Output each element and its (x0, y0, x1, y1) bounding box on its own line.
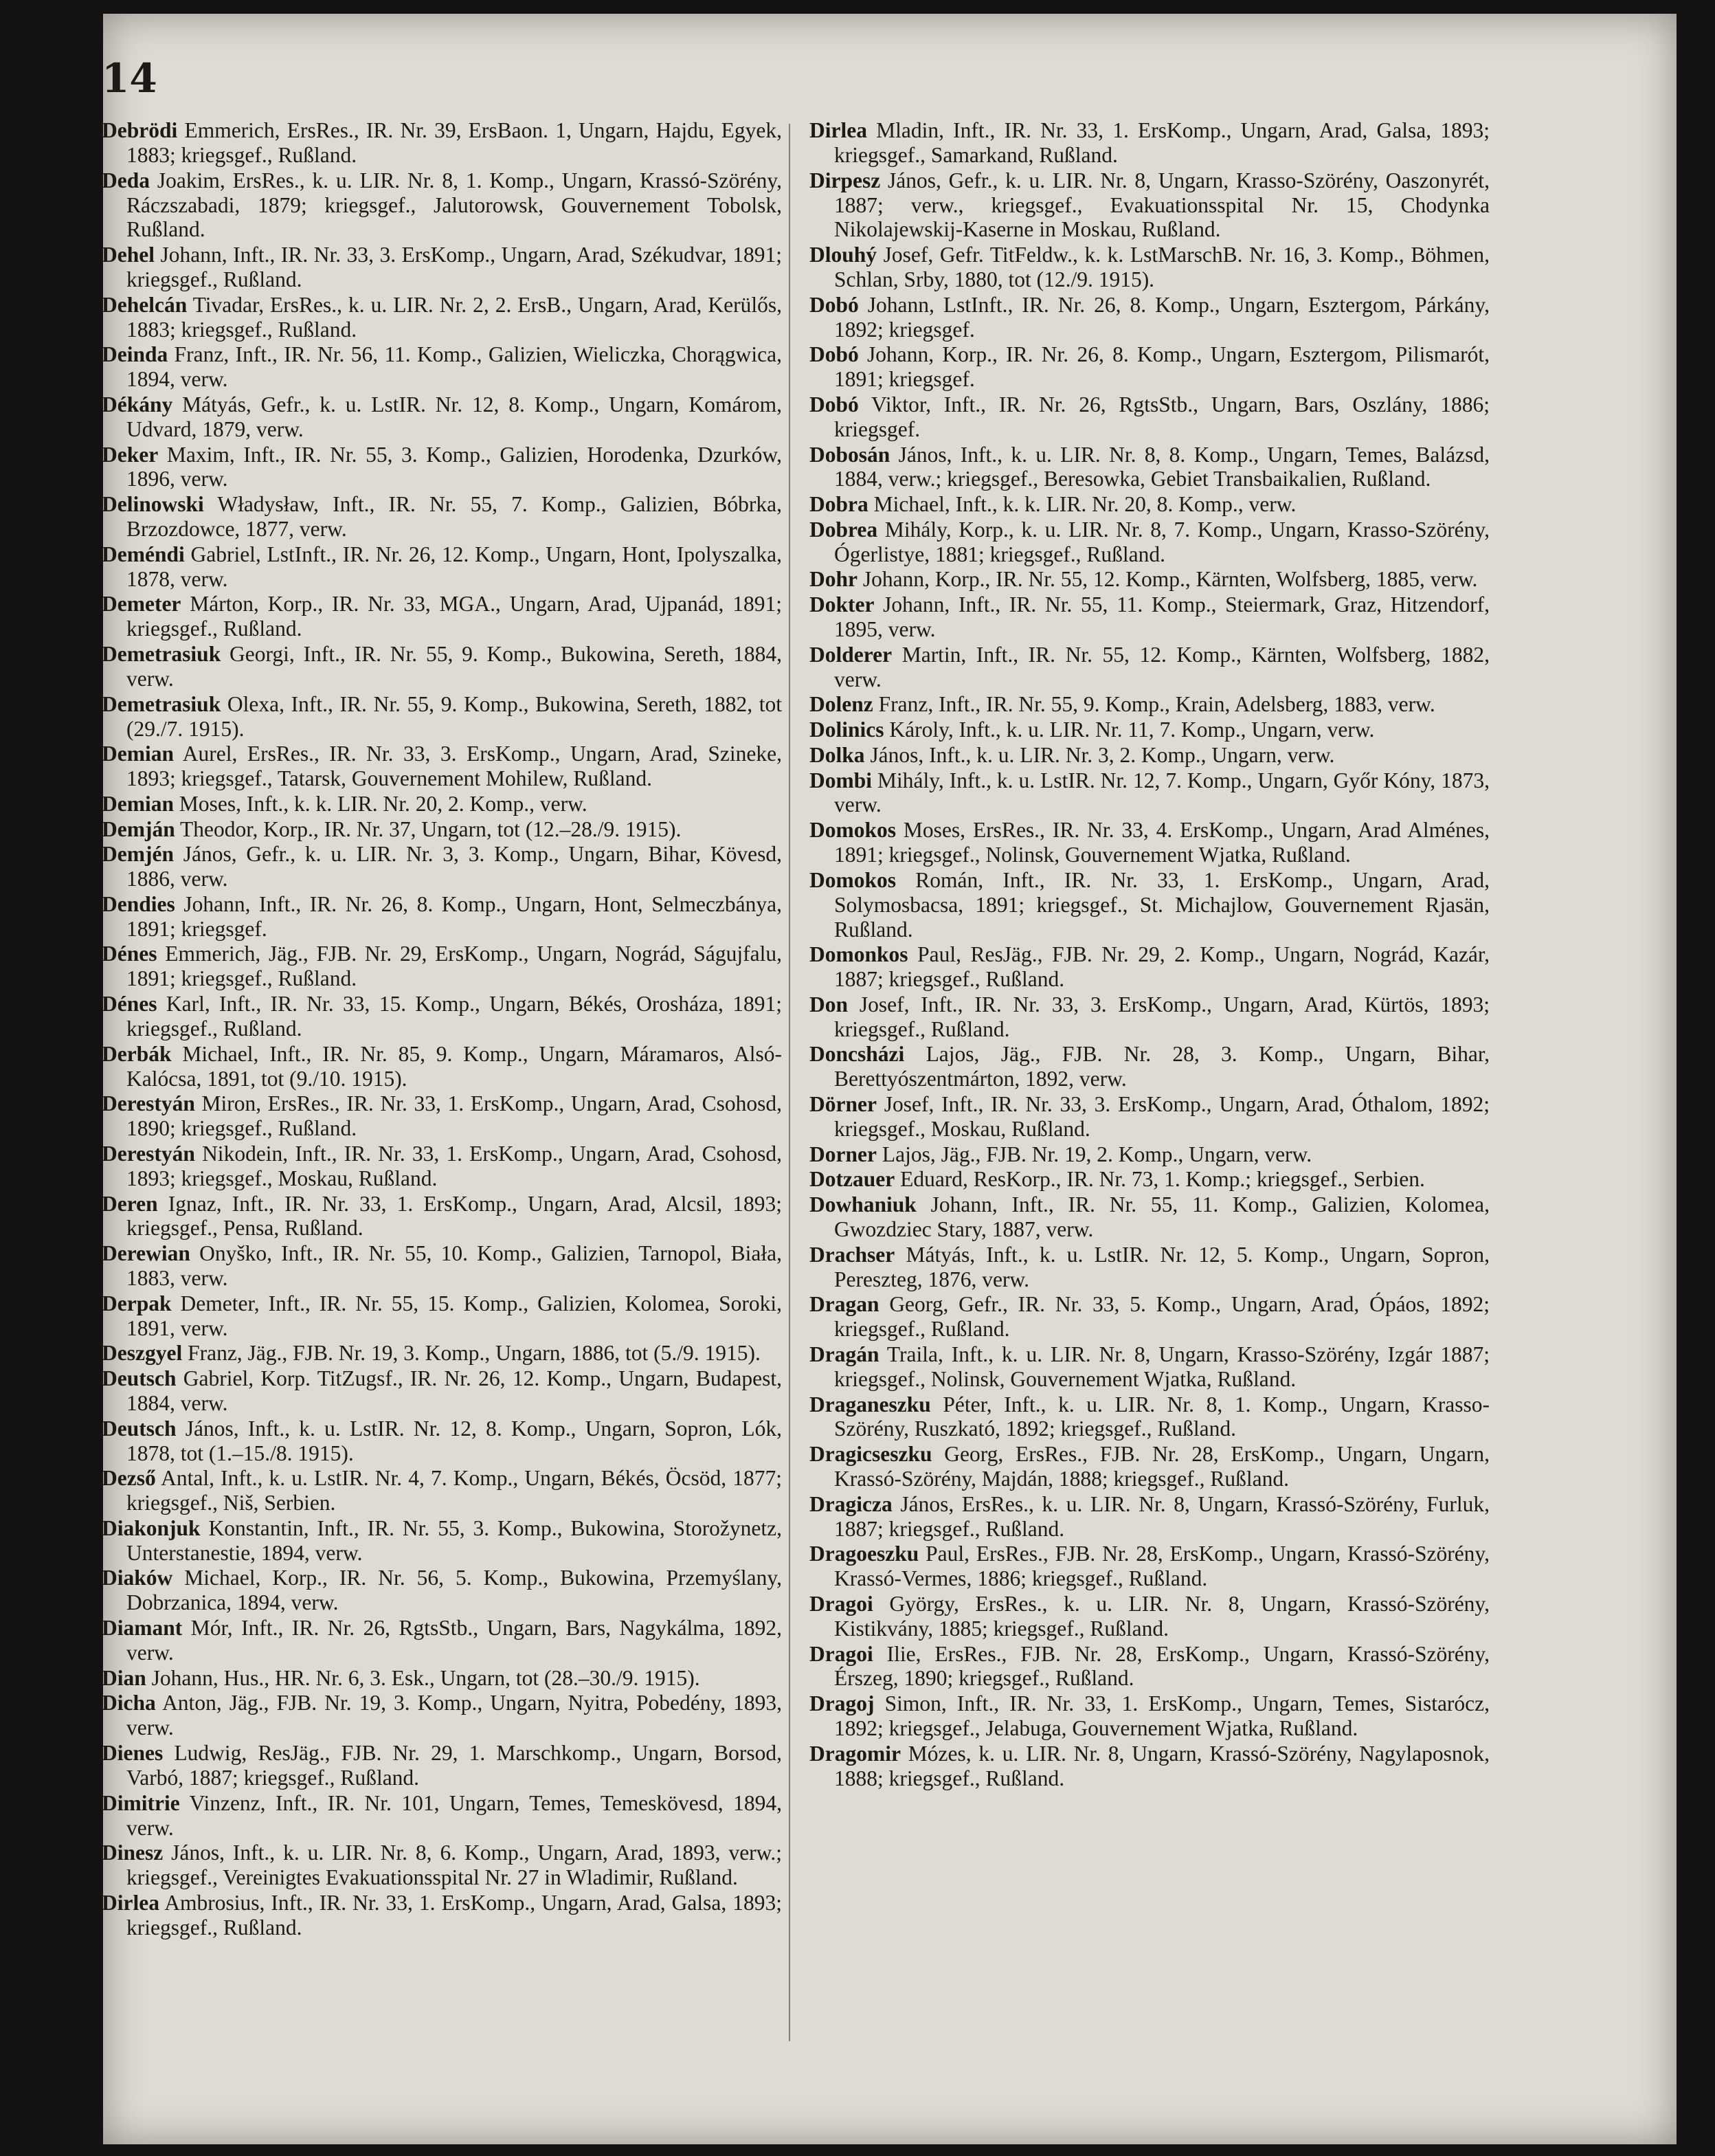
entry-details: János, Gefr., k. u. LIR. Nr. 8, Ungarn, Krasso-Szörény, Oaszonyrét, 1887; verw., kriegsgef., Evakuationsspital Nr. 15, Chodynka Nikolajewskij-Kaserne in Moskau, Rußland. (834, 168, 1490, 242)
entry-details: Emmerich, ErsRes., IR. Nr. 39, ErsBaon. 1, Ungarn, Hajdu, Egyek, 1883; kriegsgef., Rußland. (126, 118, 782, 167)
entry-surname: Dragicza (809, 1491, 893, 1516)
entry-surname: Dragoj (809, 1691, 875, 1716)
entry-details: Péter, Inft., k. u. LIR. Nr. 8, 1. Komp., Ungarn, Krasso-Szörény, Ruszkató, 1892; kriegsgef., Rußland. (834, 1392, 1490, 1441)
entry-details: Anton, Jäg., FJB. Nr. 19, 3. Komp., Ungarn, Nyitra, Pobedény, 1893, verw. (126, 1691, 783, 1740)
entry-details: János, ErsRes., k. u. LIR. Nr. 8, Ungarn, Krassó-Szörény, Furluk, 1887; kriegsgef., Rußland. (834, 1491, 1490, 1541)
list-entry (809, 1542, 1490, 1591)
entry-details: Johann, Inft., IR. Nr. 26, 8. Komp., Ungarn, Hont, Selmeczbánya, 1891; kriegsgef. (126, 891, 782, 941)
entry-surname: Dolka (809, 742, 865, 767)
list-entry (809, 118, 1490, 168)
list-entry (809, 768, 1490, 818)
entry-surname: Derpak (102, 1291, 172, 1315)
entry-details: Ambrosius, Inft., IR. Nr. 33, 1. ErsKomp., Ungarn, Arad, Galsa, 1893; kriegsgef., Rußland. (126, 1890, 782, 1940)
entry-surname: Diamant (102, 1616, 183, 1641)
entry-surname: Dokter (809, 592, 875, 617)
list-entry (102, 1042, 782, 1091)
entry-surname: Deutsch (102, 1416, 177, 1441)
column-divider (789, 124, 790, 2041)
entry-surname: Dendies (102, 891, 175, 916)
entry-surname: Derewian (102, 1241, 190, 1266)
entry-surname: Dobó (809, 342, 859, 367)
entry-surname: Dinesz (102, 1841, 164, 1865)
list-entry (102, 992, 782, 1041)
entry-details: Nikodein, Inft., IR. Nr. 33, 1. ErsKomp., Ungarn, Arad, Csohosd, 1893; kriegsgef., Moskau, Rußland. (126, 1141, 782, 1190)
entry-surname: Dotzauer (809, 1167, 895, 1192)
entry-details: Viktor, Inft., IR. Nr. 26, RgtsStb., Ungarn, Bars, Oszlány, 1886; kriegsgef. (834, 392, 1490, 441)
entry-details: Gabriel, Korp. TitZugsf., IR. Nr. 26, 12. Komp., Ungarn, Budapest, 1884, verw. (126, 1366, 783, 1415)
entry-surname: Dragan (809, 1292, 879, 1317)
entry-details: Mór, Inft., IR. Nr. 26, RgtsStb., Ungarn, Bars, Nagykálma, 1892, verw. (126, 1616, 782, 1665)
right-column (809, 118, 1490, 1791)
entry-surname: Doncsházi (809, 1042, 905, 1067)
entry-surname: Dobosán (809, 442, 890, 467)
entry-surname: Dobó (809, 292, 859, 317)
list-entry (809, 293, 1490, 342)
entry-details: Johann, Inft., IR. Nr. 33, 3. ErsKomp., Ungarn, Arad, Székudvar, 1891; kriegsgef., Rußland. (126, 243, 782, 292)
list-entry (102, 1616, 782, 1665)
list-entry (102, 342, 782, 392)
entry-surname: Drachser (809, 1242, 895, 1267)
list-entry (102, 1341, 782, 1366)
entry-surname: Dragoi (809, 1641, 873, 1666)
list-entry (102, 492, 782, 542)
list-entry (809, 1642, 1490, 1691)
entry-details: Moses, Inft., k. k. LIR. Nr. 20, 2. Komp., verw. (179, 791, 587, 816)
list-entry (809, 868, 1490, 942)
entry-details: Simon, Inft., IR. Nr. 33, 1. ErsKomp., Ungarn, Temes, Sistarócz, 1892; kriegsgef., Jelabuga, Gouvernement Wjatka, Rußland. (834, 1691, 1490, 1741)
entry-details: Konstantin, Inft., IR. Nr. 55, 3. Komp., Bukowina, Storožynetz, Unterstanestie, 1894, verw. (126, 1515, 783, 1565)
entry-details: Ludwig, ResJäg., FJB. Nr. 29, 1. Marschkomp., Ungarn, Borsod, Varbó, 1887; kriegsgef., Rußland. (126, 1741, 783, 1790)
entry-details: János, Inft., k. u. LIR. Nr. 8, 6. Komp., Ungarn, Arad, 1893, verw.; kriegsgef., Vereinigtes Evakuationsspital Nr. 27 in Wladimir, Rußland. (126, 1841, 782, 1890)
list-entry (102, 1142, 782, 1191)
list-entry (809, 718, 1490, 742)
entry-details: János, Inft., k. u. LstIR. Nr. 12, 8. Komp., Ungarn, Sopron, Lók, 1878, tot (1.–15./8. 1915). (126, 1416, 782, 1465)
entry-details: Paul, ErsRes., FJB. Nr. 28, ErsKomp., Ungarn, Krassó-Szörény, Krassó-Vermes, 1886; kriegsgef., Rußland. (834, 1542, 1490, 1591)
entry-details: Joakim, ErsRes., k. u. LIR. Nr. 8, 1. Komp., Ungarn, Krassó-Szörény, Ráczszabadi, 1879; kriegsgef., Jalutorowsk, Gouvernement Tobolsk, Rußland. (126, 168, 782, 242)
list-entry (809, 518, 1490, 567)
entry-surname: Dolenz (809, 692, 873, 717)
list-entry (102, 443, 782, 492)
entry-surname: Deutsch (102, 1366, 177, 1391)
left-column (102, 118, 782, 1940)
entry-details: Emmerich, Jäg., FJB. Nr. 29, ErsKomp., Ungarn, Nográd, Ságujfalu, 1891; kriegsgef., Rußland. (126, 942, 783, 991)
entry-details: Theodor, Korp., IR. Nr. 37, Ungarn, tot (12.–28./9. 1915). (180, 816, 682, 841)
list-entry (809, 1442, 1490, 1491)
list-entry (102, 792, 782, 816)
entry-details: Gabriel, LstInft., IR. Nr. 26, 12. Komp., Ungarn, Hont, Ipolyszalka, 1878, verw. (126, 542, 782, 591)
entry-details: Mózes, k. u. LIR. Nr. 8, Ungarn, Krassó-Szörény, Nagylaposnok, 1888; kriegsgef., Rußland. (834, 1741, 1490, 1790)
entry-surname: Dragoeszku (809, 1542, 919, 1566)
entry-details: János, Gefr., k. u. LIR. Nr. 3, 3. Komp., Ungarn, Bihar, Kövesd, 1886, verw. (126, 842, 783, 891)
entry-details: Franz, Jäg., FJB. Nr. 19, 3. Komp., Ungarn, 1886, tot (5./9. 1915). (188, 1341, 761, 1366)
list-entry (102, 842, 782, 891)
entry-details: Johann, Inft., IR. Nr. 55, 11. Komp., Steiermark, Graz, Hitzendorf, 1895, verw. (834, 592, 1490, 642)
entry-details: Mladin, Inft., IR. Nr. 33, 1. ErsKomp., Ungarn, Arad, Galsa, 1893; kriegsgef., Samarkand, Rußland. (834, 118, 1490, 167)
entry-details: Mátyás, Inft., k. u. LstIR. Nr. 12, 5. Komp., Ungarn, Sopron, Pereszteg, 1876, verw. (834, 1242, 1490, 1291)
entry-details: Márton, Korp., IR. Nr. 33, MGA., Ungarn, Arad, Ujpanád, 1891; kriegsgef., Rußland. (126, 592, 783, 641)
list-entry (809, 942, 1490, 992)
list-entry (809, 592, 1490, 642)
list-entry (102, 1466, 782, 1515)
list-entry (809, 692, 1490, 717)
entry-surname: Dehel (102, 243, 155, 267)
entry-surname: Deren (102, 1191, 158, 1216)
entry-details: Johann, Korp., IR. Nr. 26, 8. Komp., Ungarn, Esztergom, Pilismarót, 1891; kriegsgef. (834, 342, 1490, 392)
list-entry (809, 567, 1490, 592)
list-entry (809, 492, 1490, 517)
entry-details: Paul, ResJäg., FJB. Nr. 29, 2. Komp., Ungarn, Nográd, Kazár, 1887; kriegsgef., Rußland. (834, 942, 1490, 992)
entry-surname: Demján (102, 816, 175, 841)
list-entry (102, 1366, 782, 1416)
entry-surname: Dobrea (809, 517, 878, 542)
entry-surname: Dicha (102, 1691, 156, 1715)
entry-details: Mihály, Korp., k. u. LIR. Nr. 8, 7. Komp., Ungarn, Krasso-Szörény, Ógerlistye, 1881; kriegsgef., Rußland. (834, 517, 1490, 566)
entry-details: Olexa, Inft., IR. Nr. 55, 9. Komp., Bukowina, Sereth, 1882, tot (29./7. 1915). (126, 691, 782, 741)
entry-surname: Deker (102, 442, 159, 467)
entry-details: Georgi, Inft., IR. Nr. 55, 9. Komp., Bukowina, Sereth, 1884, verw. (126, 642, 782, 691)
entry-details: Mihály, Inft., k. u. LstIR. Nr. 12, 7. Komp., Ungarn, Győr Kóny, 1873, verw. (834, 768, 1490, 817)
entry-surname: Dénes (102, 942, 157, 966)
entry-details: Moses, ErsRes., IR. Nr. 33, 4. ErsKomp., Ungarn, Arad Alménes, 1891; kriegsgef., Nolinsk, Gouvernement Wjatka, Rußland. (834, 818, 1490, 867)
entry-surname: Draganeszku (809, 1392, 931, 1416)
entry-details: Demeter, Inft., IR. Nr. 55, 15. Komp., Galizien, Kolomea, Soroki, 1891, verw. (126, 1291, 783, 1340)
entry-surname: Demian (102, 791, 174, 816)
entry-details: Johann, Inft., IR. Nr. 55, 11. Komp., Galizien, Kolomea, Gwozdziec Stary, 1887, verw. (834, 1192, 1490, 1241)
entry-surname: Diakonjuk (102, 1515, 201, 1540)
list-entry (102, 692, 782, 742)
entry-surname: Domokos (809, 818, 897, 843)
list-entry (102, 1566, 782, 1615)
list-entry (809, 342, 1490, 392)
entry-details: Michael, Korp., IR. Nr. 56, 5. Komp., Bukowina, Przemyślany, Dobrzanica, 1894, verw. (126, 1566, 782, 1615)
entry-surname: Dirlea (809, 118, 867, 142)
entry-surname: Dénes (102, 992, 157, 1016)
list-entry (809, 643, 1490, 692)
entry-details: Maxim, Inft., IR. Nr. 55, 3. Komp., Galizien, Horodenka, Dzurków, 1896, verw. (126, 442, 783, 491)
list-entry (102, 1192, 782, 1241)
entry-surname: Dörner (809, 1092, 877, 1117)
list-entry (809, 392, 1490, 442)
entry-details: Franz, Inft., IR. Nr. 56, 11. Komp., Galizien, Wieliczka, Chorągwica, 1894, verw. (126, 342, 782, 392)
list-entry (809, 1592, 1490, 1641)
list-entry (809, 1243, 1490, 1292)
list-entry (102, 1666, 782, 1691)
entry-surname: Dragán (809, 1342, 879, 1366)
list-entry (102, 542, 782, 592)
entry-details: Onyško, Inft., IR. Nr. 55, 10. Komp., Galizien, Tarnopol, Biała, 1883, verw. (126, 1241, 782, 1291)
entry-details: György, ErsRes., k. u. LIR. Nr. 8, Ungarn, Krassó-Szörény, Kistikvány, 1885; kriegsgef., Rußland. (834, 1591, 1490, 1641)
entry-details: Martin, Inft., IR. Nr. 55, 12. Komp., Kärnten, Wolfsberg, 1882, verw. (834, 642, 1490, 691)
entry-details: Károly, Inft., k. u. LIR. Nr. 11, 7. Komp., Ungarn, verw. (889, 718, 1375, 742)
entry-details: Michael, Inft., IR. Nr. 85, 9. Komp., Ungarn, Máramaros, Alsó-Kalócsa, 1891, tot (9./10. 1915). (126, 1041, 783, 1091)
list-entry (102, 392, 782, 442)
entry-surname: Dehelcán (102, 292, 188, 317)
entry-details: Lajos, Jäg., FJB. Nr. 19, 2. Komp., Ungarn, verw. (882, 1142, 1312, 1166)
entry-surname: Dragicseszku (809, 1442, 932, 1467)
list-entry (809, 1342, 1490, 1392)
entry-surname: Don (809, 992, 849, 1016)
list-entry (809, 1392, 1490, 1442)
entry-details: Traila, Inft., k. u. LIR. Nr. 8, Ungarn, Krasso-Szörény, Izgár 1887; kriegsgef., Nolinsk, Gouvernement Wjatka, Rußland. (834, 1342, 1490, 1391)
entry-surname: Demjén (102, 842, 174, 867)
list-entry (809, 1142, 1490, 1167)
entry-details: Michael, Inft., k. k. LIR. Nr. 20, 8. Komp., verw. (873, 492, 1297, 517)
list-entry (809, 1691, 1490, 1741)
page-number: 14 (102, 55, 157, 102)
entry-surname: Deszgyel (102, 1341, 183, 1366)
list-entry (809, 443, 1490, 492)
list-entry (809, 992, 1490, 1042)
entry-details: Georg, Gefr., IR. Nr. 33, 5. Komp., Ungarn, Arad, Ópáos, 1892; kriegsgef., Rußland. (834, 1292, 1490, 1342)
list-entry (102, 942, 782, 991)
entry-surname: Deda (102, 168, 150, 192)
entry-surname: Domonkos (809, 942, 908, 967)
list-entry (102, 1841, 782, 1890)
entry-details: Josef, Inft., IR. Nr. 33, 3. ErsKomp., Ungarn, Arad, Óthalom, 1892; kriegsgef., Moskau, Rußland. (834, 1092, 1490, 1141)
entry-surname: Deinda (102, 342, 168, 367)
list-entry (102, 168, 782, 243)
list-entry (102, 118, 782, 168)
list-entry (809, 818, 1490, 867)
list-entry (809, 1042, 1490, 1091)
list-entry (102, 243, 782, 292)
entry-surname: Dékány (102, 392, 173, 416)
entry-details: Eduard, ResKorp., IR. Nr. 73, 1. Komp.; kriegsgef., Serbien. (900, 1167, 1425, 1192)
entry-surname: Dohr (809, 567, 857, 592)
entry-surname: Dowhaniuk (809, 1192, 917, 1217)
entry-surname: Derestyán (102, 1091, 195, 1116)
entry-surname: Dezső (102, 1466, 156, 1491)
entry-surname: Dolderer (809, 642, 893, 667)
list-entry (102, 1741, 782, 1790)
entry-surname: Dorner (809, 1142, 877, 1166)
entry-surname: Dombi (809, 768, 873, 792)
entry-surname: Derestyán (102, 1141, 195, 1166)
entry-surname: Dienes (102, 1741, 164, 1765)
list-entry (102, 1891, 782, 1940)
entry-surname: Dragomir (809, 1741, 901, 1766)
list-entry (809, 1292, 1490, 1342)
entry-surname: Debrödi (102, 118, 178, 142)
entry-details: János, Inft., k. u. LIR. Nr. 8, 8. Komp., Ungarn, Temes, Balázsd, 1884, verw.; kriegsgef., Beresowka, Gebiet Transbaikalien, Rußland. (834, 442, 1490, 491)
list-entry (809, 1092, 1490, 1142)
entry-details: Tivadar, ErsRes., k. u. LIR. Nr. 2, 2. ErsB., Ungarn, Arad, Kerülős, 1883; kriegsgef., Rußland. (126, 292, 782, 342)
entry-details: Ilie, ErsRes., FJB. Nr. 28, ErsKomp., Ungarn, Krassó-Szörény, Érszeg, 1890; kriegsgef., Rußland. (834, 1641, 1490, 1691)
entry-details: János, Inft., k. u. LIR. Nr. 3, 2. Komp., Ungarn, verw. (870, 742, 1335, 767)
entry-details: Vinzenz, Inft., IR. Nr. 101, Ungarn, Temes, Temeskövesd, 1894, verw. (126, 1790, 782, 1840)
list-entry (102, 817, 782, 842)
entry-details: Ignaz, Inft., IR. Nr. 33, 1. ErsKomp., Ungarn, Arad, Alcsil, 1893; kriegsgef., Pensa, Rußland. (126, 1191, 782, 1241)
entry-details: Josef, Gefr. TitFeldw., k. k. LstMarschB. Nr. 16, 3. Komp., Böhmen, Schlan, Srby, 1880, tot (12./9. 1915). (834, 243, 1490, 292)
entry-surname: Dolinics (809, 718, 884, 742)
list-entry (102, 592, 782, 641)
list-entry (809, 1192, 1490, 1242)
entry-surname: Domokos (809, 867, 897, 892)
entry-details: Władysław, Inft., IR. Nr. 55, 7. Komp., Galizien, Bóbrka, Brzozdowce, 1877, verw. (126, 492, 782, 542)
entry-details: Miron, ErsRes., IR. Nr. 33, 1. ErsKomp., Ungarn, Arad, Csohosd, 1890; kriegsgef., Rußland. (126, 1091, 782, 1141)
entry-details: Georg, ErsRes., FJB. Nr. 28, ErsKomp., Ungarn, Ungarn, Krassó-Szörény, Majdán, 1888; kriegsgef., Rußland. (834, 1442, 1490, 1491)
list-entry (102, 642, 782, 691)
list-entry (809, 168, 1490, 243)
list-entry (102, 1416, 782, 1466)
entry-surname: Dian (102, 1665, 146, 1690)
entry-surname: Deméndi (102, 542, 185, 566)
entry-surname: Delinowski (102, 492, 204, 517)
entry-surname: Dirlea (102, 1890, 159, 1915)
list-entry (809, 243, 1490, 292)
entry-details: Lajos, Jäg., FJB. Nr. 28, 3. Komp., Ungarn, Bihar, Berettyószentmárton, 1892, verw. (834, 1042, 1490, 1091)
entry-details: Karl, Inft., IR. Nr. 33, 15. Komp., Ungarn, Békés, Orosháza, 1891; kriegsgef., Rußland. (126, 992, 782, 1041)
entry-surname: Dobra (809, 492, 868, 517)
list-entry (102, 1516, 782, 1566)
entry-surname: Dirpesz (809, 168, 881, 192)
entry-surname: Dimitrie (102, 1790, 180, 1815)
entry-surname: Dlouhý (809, 243, 877, 267)
entry-surname: Demetrasiuk (102, 691, 221, 716)
list-entry (102, 1091, 782, 1141)
list-entry (102, 1791, 782, 1841)
list-entry (102, 1691, 782, 1740)
list-entry (809, 1492, 1490, 1542)
entry-surname: Dobó (809, 392, 859, 416)
entry-surname: Demian (102, 742, 174, 766)
list-entry (102, 892, 782, 942)
list-entry (809, 1167, 1490, 1192)
entry-surname: Diaków (102, 1566, 173, 1590)
list-entry (102, 742, 782, 791)
entry-details: Mátyás, Gefr., k. u. LstIR. Nr. 12, 8. Komp., Ungarn, Komárom, Udvard, 1879, verw. (126, 392, 782, 441)
entry-details: Johann, Korp., IR. Nr. 55, 12. Komp., Kärnten, Wolfsberg, 1885, verw. (862, 567, 1478, 592)
list-entry (809, 1742, 1490, 1791)
entry-details: Aurel, ErsRes., IR. Nr. 33, 3. ErsKomp., Ungarn, Arad, Szineke, 1893; kriegsgef., Tatarsk, Gouvernement Mohilew, Rußland. (126, 742, 782, 791)
entry-details: Josef, Inft., IR. Nr. 33, 3. ErsKomp., Ungarn, Arad, Kürtös, 1893; kriegsgef., Rußland. (834, 992, 1490, 1041)
entry-details: Franz, Inft., IR. Nr. 55, 9. Komp., Krain, Adelsberg, 1883, verw. (878, 692, 1435, 717)
list-entry (102, 1291, 782, 1341)
entry-surname: Dragoi (809, 1591, 873, 1616)
entry-details: Johann, Hus., HR. Nr. 6, 3. Esk., Ungarn, tot (28.–30./9. 1915). (151, 1665, 700, 1690)
entry-surname: Demeter (102, 592, 181, 616)
entry-surname: Derbák (102, 1041, 172, 1066)
list-entry (809, 743, 1490, 768)
list-entry (102, 293, 782, 342)
entry-details: Johann, LstInft., IR. Nr. 26, 8. Komp., Ungarn, Esztergom, Párkány, 1892; kriegsgef. (834, 292, 1490, 342)
entry-surname: Demetrasiuk (102, 642, 221, 666)
entry-details: Antal, Inft., k. u. LstIR. Nr. 4, 7. Komp., Ungarn, Békés, Öcsöd, 1877; kriegsgef., Niš, Serbien. (126, 1466, 783, 1515)
list-entry (102, 1241, 782, 1291)
entry-details: Román, Inft., IR. Nr. 33, 1. ErsKomp., Ungarn, Arad, Solymosbacsa, 1891; kriegsgef., St. Michajlow, Gouvernement Rjasän, Rußland. (834, 867, 1490, 942)
